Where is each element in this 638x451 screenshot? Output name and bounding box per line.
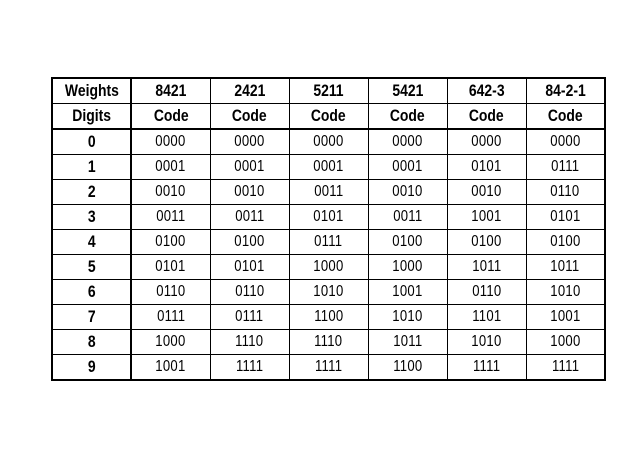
code-cell: 0110: [526, 180, 605, 205]
table-row: [52, 305, 605, 330]
code-cell: 1011: [368, 330, 447, 355]
digit-cell: 4: [52, 230, 131, 255]
header-code-label: Code: [131, 104, 210, 130]
header-code-label: Code: [447, 104, 526, 130]
code-cell: 0011: [289, 180, 368, 205]
header-digits-label: Digits: [52, 104, 131, 130]
digit-cell: 8: [52, 330, 131, 355]
digit-cell: 6: [52, 280, 131, 305]
code-cell: 1100: [289, 305, 368, 330]
code-cell: 0011: [210, 205, 289, 230]
code-cell: 0110: [447, 280, 526, 305]
code-cell: 0101: [526, 205, 605, 230]
table-body: [52, 129, 605, 380]
code-cell: 1001: [447, 205, 526, 230]
code-cell: 1111: [289, 355, 368, 381]
code-cell: 1001: [526, 305, 605, 330]
code-cell: 0000: [368, 129, 447, 155]
header-code-label: Code: [289, 104, 368, 130]
code-cell: 0000: [447, 129, 526, 155]
code-cell: 1101: [447, 305, 526, 330]
table-row: [52, 255, 605, 280]
code-cell: 1111: [210, 355, 289, 381]
code-cell: 0111: [210, 305, 289, 330]
code-cell: 0100: [131, 230, 210, 255]
header-weight-8421: 8421: [131, 78, 210, 104]
header-weight-2421: 2421: [210, 78, 289, 104]
code-cell: 0001: [289, 155, 368, 180]
code-cell: 1010: [368, 305, 447, 330]
code-cell: 0100: [210, 230, 289, 255]
code-cell: 0011: [368, 205, 447, 230]
code-cell: 0100: [526, 230, 605, 255]
table-row: [52, 129, 605, 155]
code-cell: 1110: [289, 330, 368, 355]
header-weight-84-2-1: 84-2-1: [526, 78, 605, 104]
code-cell: 1000: [368, 255, 447, 280]
table-row: [52, 230, 605, 255]
code-cell: 1011: [526, 255, 605, 280]
table-row: [52, 180, 605, 205]
code-cell: 0010: [447, 180, 526, 205]
table-row: [52, 280, 605, 305]
code-cell: 1111: [447, 355, 526, 381]
code-cell: 0100: [447, 230, 526, 255]
table-row: [52, 330, 605, 355]
code-cell: 1000: [131, 330, 210, 355]
code-cell: 0011: [131, 205, 210, 230]
code-cell: 0111: [289, 230, 368, 255]
code-cell: 0110: [210, 280, 289, 305]
code-cell: 1110: [210, 330, 289, 355]
code-cell: 0010: [368, 180, 447, 205]
digit-cell: 7: [52, 305, 131, 330]
code-cell: 0101: [289, 205, 368, 230]
code-cell: 0111: [131, 305, 210, 330]
code-cell: 0001: [131, 155, 210, 180]
code-cell: 1001: [368, 280, 447, 305]
code-cell: 0001: [210, 155, 289, 180]
digit-cell: 1: [52, 155, 131, 180]
digit-cell: 9: [52, 355, 131, 381]
code-cell: 0101: [210, 255, 289, 280]
code-cell: 0111: [526, 155, 605, 180]
code-cell: 1000: [289, 255, 368, 280]
digit-cell: 5: [52, 255, 131, 280]
code-cell: 1010: [289, 280, 368, 305]
header-weight-642-3: 642-3: [447, 78, 526, 104]
code-cell: 0010: [131, 180, 210, 205]
header-row-digits: [52, 104, 605, 130]
code-cell: 1011: [447, 255, 526, 280]
header-weight-5211: 5211: [289, 78, 368, 104]
digit-cell: 3: [52, 205, 131, 230]
table-row: [52, 205, 605, 230]
code-cell: 1111: [526, 355, 605, 381]
code-cell: 0000: [131, 129, 210, 155]
header-code-label: Code: [210, 104, 289, 130]
code-cell: 0000: [289, 129, 368, 155]
header-row-weights: [52, 78, 605, 104]
table-row: [52, 155, 605, 180]
digit-cell: 2: [52, 180, 131, 205]
code-cell: 0110: [131, 280, 210, 305]
digit-cell: 0: [52, 129, 131, 155]
code-cell: 0101: [447, 155, 526, 180]
code-cell: 0100: [368, 230, 447, 255]
code-cell: 0000: [526, 129, 605, 155]
code-cell: 1100: [368, 355, 447, 381]
code-cell: 0000: [210, 129, 289, 155]
code-cell: 0001: [368, 155, 447, 180]
weighted-code-table-container: [51, 77, 606, 381]
code-cell: 1010: [526, 280, 605, 305]
code-cell: 1000: [526, 330, 605, 355]
header-weight-5421: 5421: [368, 78, 447, 104]
weighted-code-table: [51, 77, 606, 381]
table-row: [52, 355, 605, 381]
header-code-label: Code: [526, 104, 605, 130]
code-cell: 1001: [131, 355, 210, 381]
code-cell: 1010: [447, 330, 526, 355]
code-cell: 0101: [131, 255, 210, 280]
table-header: [52, 78, 605, 129]
header-weights-label: Weights: [52, 78, 131, 104]
code-cell: 0010: [210, 180, 289, 205]
header-code-label: Code: [368, 104, 447, 130]
